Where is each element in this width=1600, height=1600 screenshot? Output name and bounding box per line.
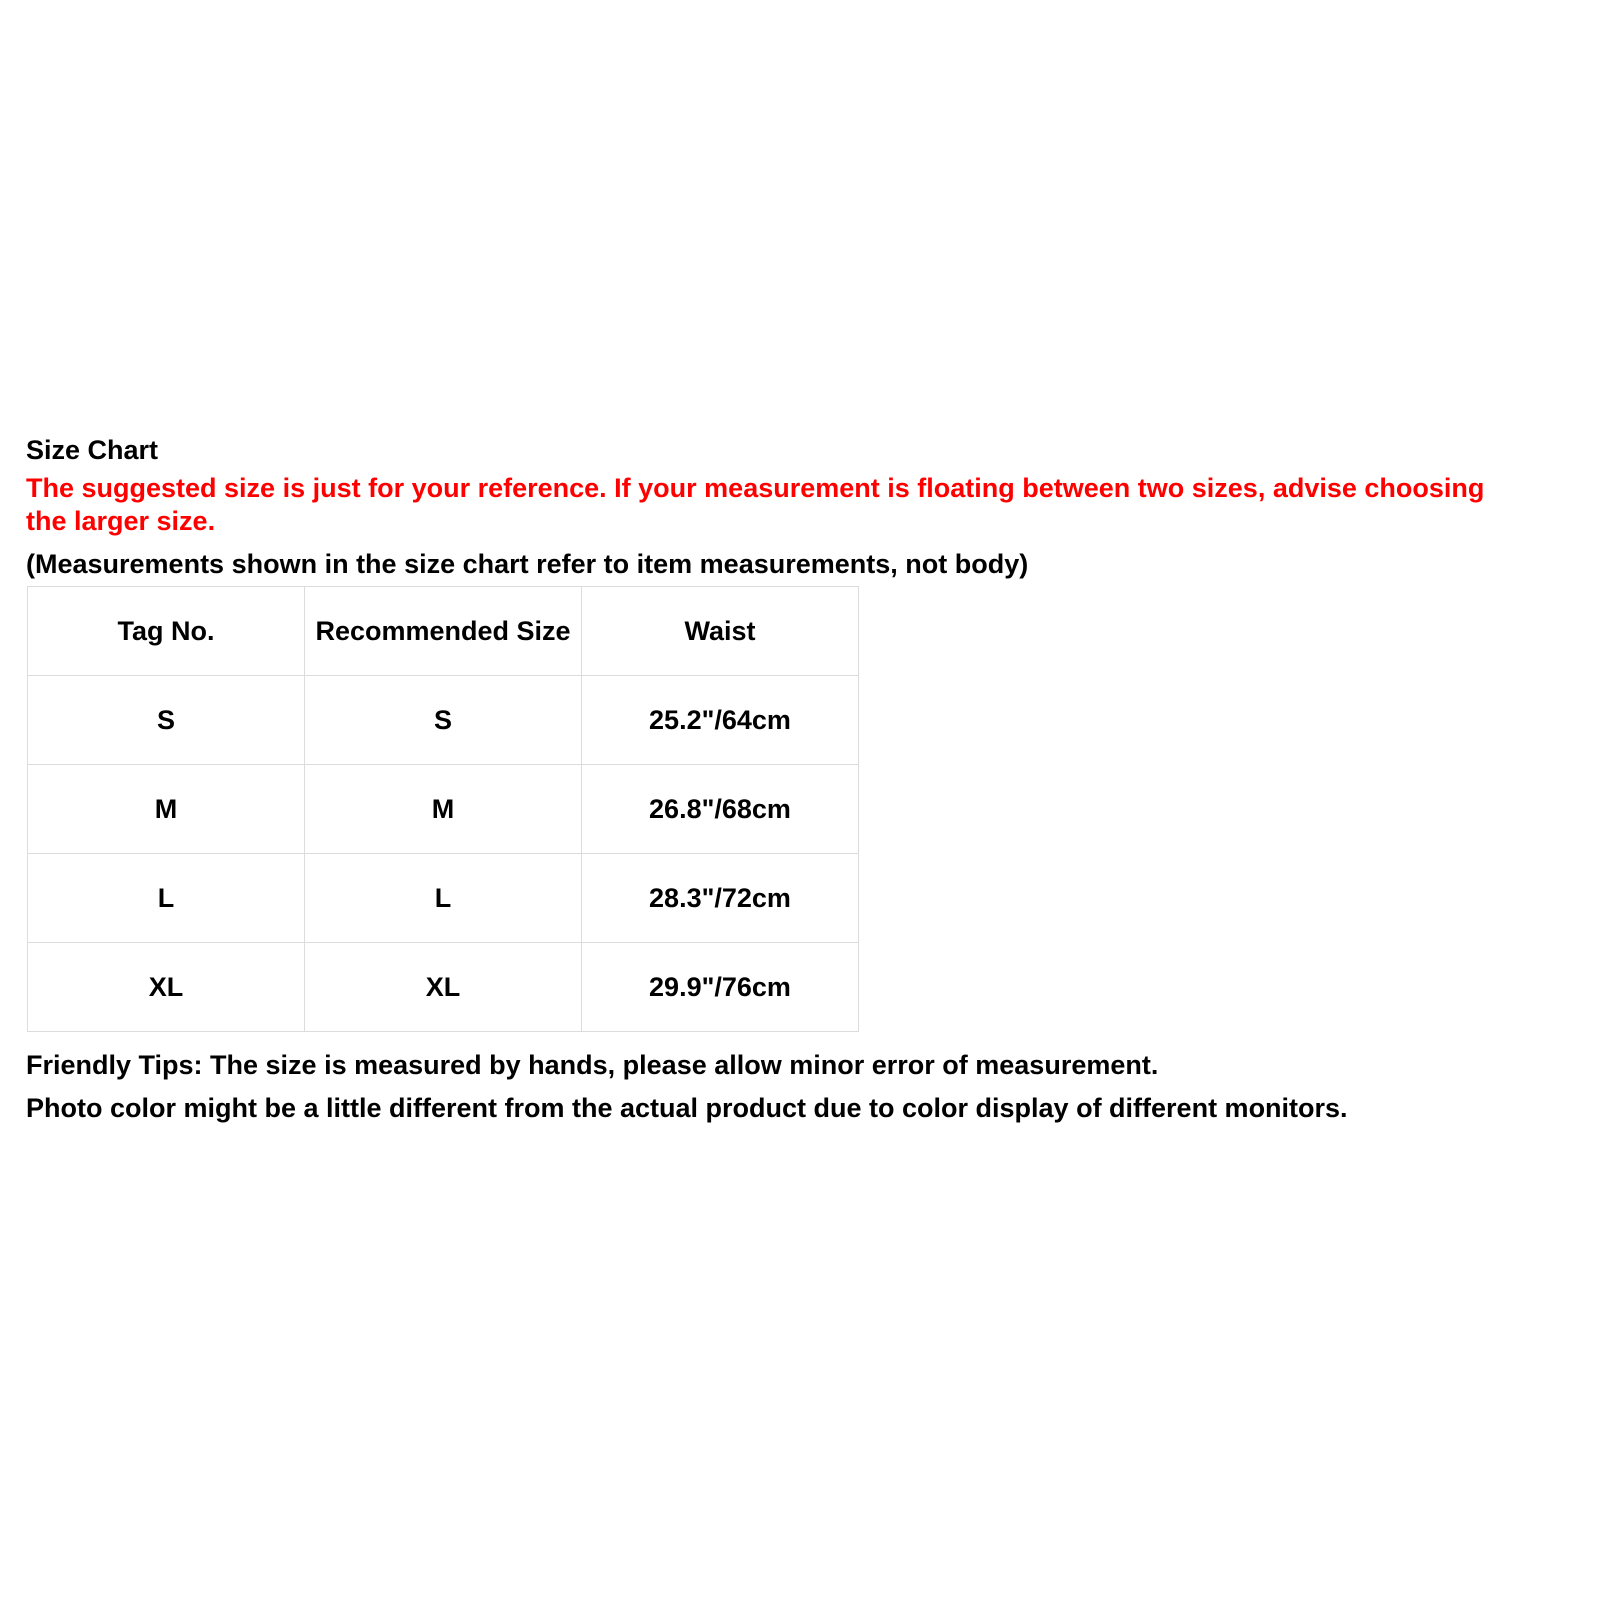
cell-waist: 25.2"/64cm <box>582 676 859 765</box>
cell-waist: 29.9"/76cm <box>582 943 859 1032</box>
size-warning-line1: The suggested size is just for your reference. If your measurement is floating between two sizes, advise choosing <box>26 473 1485 503</box>
size-table <box>27 586 859 1032</box>
tip-measurement: Friendly Tips: The size is measured by hands, please allow minor error of measurement. <box>26 1050 1159 1080</box>
cell-recommended: S <box>305 676 582 765</box>
friendly-tips <box>26 1044 1544 1130</box>
size-chart-section <box>26 430 1544 1130</box>
cell-tag: M <box>28 765 305 854</box>
header-waist: Waist <box>582 587 859 676</box>
cell-tag: XL <box>28 943 305 1032</box>
cell-tag: L <box>28 854 305 943</box>
size-warning <box>26 472 1544 538</box>
page-title: Size Chart <box>26 435 159 465</box>
table-row <box>28 943 859 1032</box>
header-tag-no: Tag No. <box>28 587 305 676</box>
measurement-note: (Measurements shown in the size chart refer to item measurements, not body) <box>26 549 1029 579</box>
table-row <box>28 676 859 765</box>
table-row <box>28 854 859 943</box>
cell-waist: 28.3"/72cm <box>582 854 859 943</box>
cell-recommended: L <box>305 854 582 943</box>
tip-photo-color: Photo color might be a little different from the actual product due to color display of different monitors. <box>26 1093 1348 1123</box>
cell-waist: 26.8"/68cm <box>582 765 859 854</box>
table-row <box>28 765 859 854</box>
table-header-row <box>28 587 859 676</box>
cell-recommended: XL <box>305 943 582 1032</box>
size-warning-line2: the larger size. <box>26 506 216 536</box>
cell-tag: S <box>28 676 305 765</box>
cell-recommended: M <box>305 765 582 854</box>
header-recommended-size: Recommended Size <box>305 587 582 676</box>
